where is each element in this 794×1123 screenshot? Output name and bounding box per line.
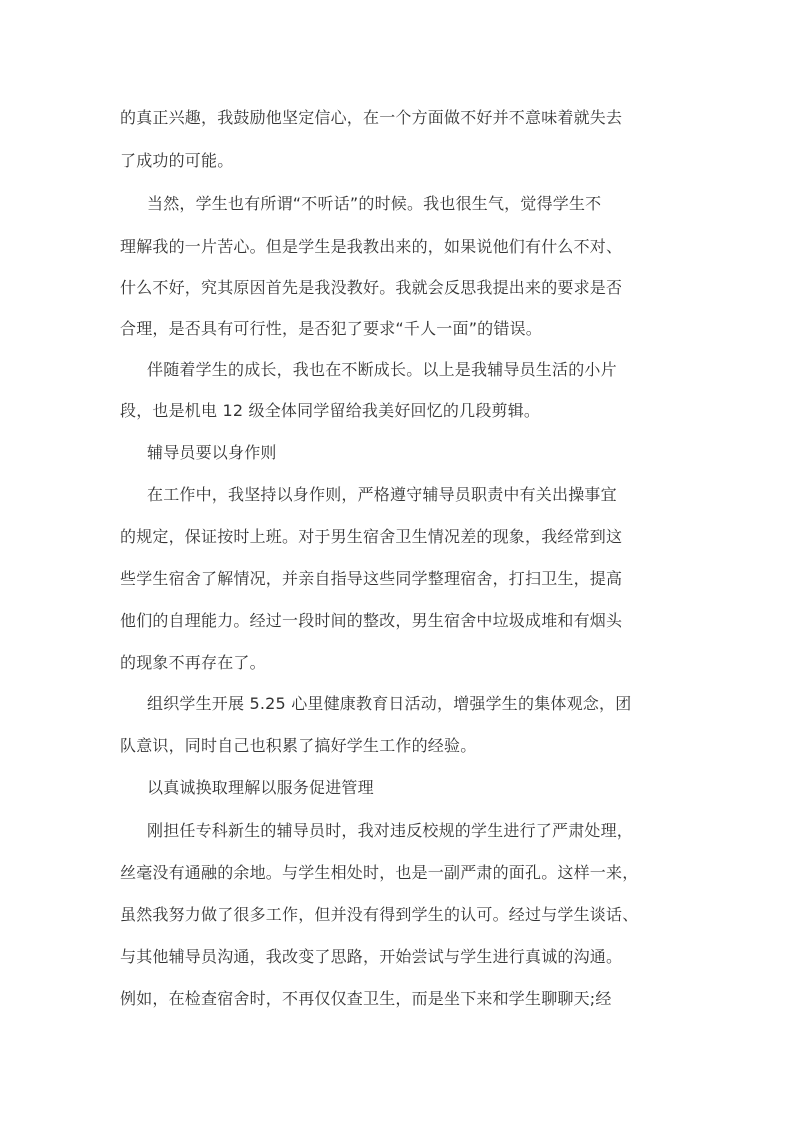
paragraph-line: 什么不好，究其原因首先是我没教好。我就会反思我提出来的要求是否: [120, 278, 623, 297]
paragraph-line: 丝毫没有通融的余地。与学生相处时，也是一副严肃的面孔。这样一来，: [120, 863, 639, 882]
paragraph-line: 段，也是机电 12 级全体同学留给我美好回忆的几段剪辑。: [120, 401, 541, 420]
paragraph-line: 在工作中，我坚持以身作则，严格遵守辅导员职责中有关出操事宜: [147, 485, 617, 504]
paragraph-line: 了成功的可能。: [120, 151, 234, 170]
paragraph-line: 合理，是否具有可行性，是否犯了要求“千人一面”的错误。: [120, 319, 542, 338]
paragraph-line: 队意识，同时自己也积累了搞好学生工作的经验。: [120, 736, 477, 755]
paragraph-line: 他们的自理能力。经过一段时间的整改，男生宿舍中垃圾成堆和有烟头: [120, 611, 623, 630]
section-heading: 以真诚换取理解以服务促进管理: [147, 778, 374, 797]
paragraph-line: 的现象不再存在了。: [120, 653, 266, 672]
section-heading: 辅导员要以身作则: [147, 443, 277, 462]
paragraph-line: 与其他辅导员沟通，我改变了思路，开始尝试与学生进行真诚的沟通。: [120, 947, 623, 966]
paragraph-line: 的真正兴趣，我鼓励他坚定信心，在一个方面做不好并不意味着就失去: [120, 108, 623, 127]
paragraph-line: 例如，在检查宿舍时，不再仅仅查卫生，而是坐下来和学生聊聊天;经: [120, 989, 612, 1008]
paragraph-line: 当然，学生也有所谓“不听话”的时候。我也很生气，觉得学生不: [147, 194, 602, 213]
paragraph-line: 刚担任专科新生的辅导员时，我对违反校规的学生进行了严肃处理，: [147, 821, 634, 840]
paragraph-line: 伴随着学生的成长，我也在不断成长。以上是我辅导员生活的小片: [147, 360, 617, 379]
paragraph-line: 理解我的一片苦心。但是学生是我教出来的，如果说他们有什么不对、: [120, 237, 623, 256]
paragraph-line: 组织学生开展 5.25 心里健康教育日活动，增强学生的集体观念，团: [147, 694, 632, 713]
paragraph-line: 的规定，保证按时上班。对于男生宿舍卫生情况差的现象，我经常到这: [120, 527, 623, 546]
paragraph-line: 些学生宿舍了解情况，并亲自指导这些同学整理宿舍，打扫卫生，提高: [120, 569, 623, 588]
paragraph-line: 虽然我努力做了很多工作，但并没有得到学生的认可。经过与学生谈话、: [120, 905, 639, 924]
